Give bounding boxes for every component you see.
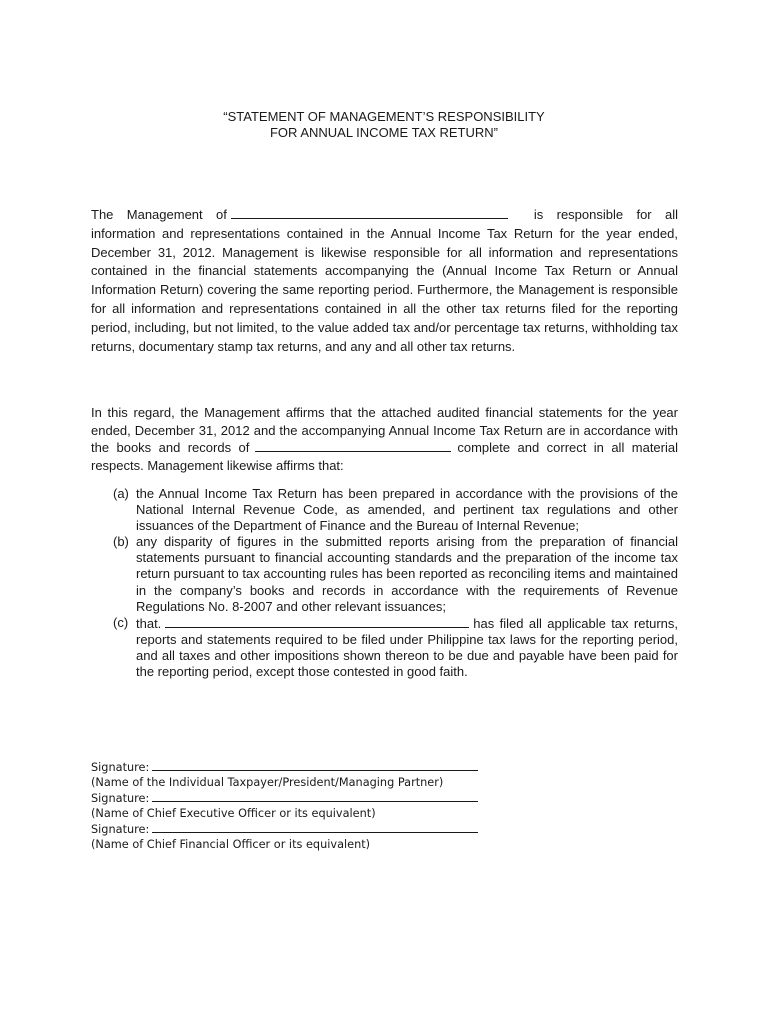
list-item-text: has filed all applicable tax returns, reports and statements required to be filed under Philippine tax laws for the reporting period, and all taxes and other impositions shown thereon to be due and payable have been paid for the reporting period, except those contested in good faith. <box>136 615 678 680</box>
filer-name-blank <box>165 615 469 628</box>
signature-caption: (Name of the Individual Taxpayer/President/Managing Partner) <box>91 775 444 789</box>
title-line-1: “STATEMENT OF MANAGEMENT’S RESPONSIBILITY <box>223 109 545 124</box>
title-line-2: FOR ANNUAL INCOME TAX RETURN” <box>269 125 498 140</box>
list-item <box>113 534 678 614</box>
para1-rest: is responsible for all information and representations contained in the Annual Income Tax Return for the year ended, December 31, 2012. Management is likewise responsible for all information and representations contained in the financial statements accompanying the (Annual Income Tax Return or Annual Information Return) covering the same reporting period. Furthermore, the Management is responsible for all information and representations contained in all the other tax returns filed for the reporting period, including, but not limited, to the value added tax and/or percentage tax returns, withholding tax returns, documentary stamp tax returns, and any and all other tax returns. <box>91 207 678 354</box>
list-marker: (b) <box>113 534 129 550</box>
para1-lead: The Management of <box>91 207 227 222</box>
signature-rule <box>152 759 478 771</box>
signature-caption: (Name of Chief Financial Officer or its equivalent) <box>91 837 371 851</box>
signature-label: Signature: <box>91 792 150 806</box>
list-marker: (a) <box>113 486 129 501</box>
list-item <box>113 486 678 534</box>
list-marker: (c) <box>113 614 129 630</box>
signature-line <box>91 759 511 776</box>
signature-line <box>91 790 511 807</box>
company-name-blank <box>231 206 508 219</box>
affirmation-paragraph <box>91 404 678 474</box>
para2-lead: In this regard, the Management affirms that the attached audited financial statements for the year ended, December 31, 2012 and the accompanying Annual Income Tax Return are in accordance with the books and records of <box>91 405 678 455</box>
books-records-blank <box>255 439 451 452</box>
list-item <box>113 615 678 680</box>
affirmation-list <box>113 486 678 680</box>
signature-rule <box>152 821 478 833</box>
signature-caption: (Name of Chief Executive Officer or its equivalent) <box>91 806 376 820</box>
list-item-text: any disparity of figures in the submitted reports arising from the preparation of financial statements pursuant to financial accounting standards and the preparation of the income tax return pursuant to tax accounting rules has been reported as reconciling items and maintained in the company’s books and records in accordance with the requirements of Revenue Regulations No. 8-2007 and other relevant issuances; <box>136 534 678 614</box>
signature-label: Signature: <box>91 761 150 774</box>
responsibility-paragraph <box>91 206 678 356</box>
list-item-lead: that. <box>136 615 162 631</box>
list-item-text: the Annual Income Tax Return has been prepared in accordance with the provisions of the National Internal Revenue Code, as amended, and pertinent tax regulations and other issuances of the Department of Finance and the Bureau of Internal Revenue; <box>136 486 678 534</box>
para2-rest: complete and correct in all material respects. Management likewise affirms that: <box>91 440 678 473</box>
signature-line <box>91 821 511 838</box>
signature-label: Signature: <box>91 823 150 837</box>
signature-rule <box>152 790 478 802</box>
signature-block <box>91 759 511 853</box>
document-title <box>0 109 768 141</box>
